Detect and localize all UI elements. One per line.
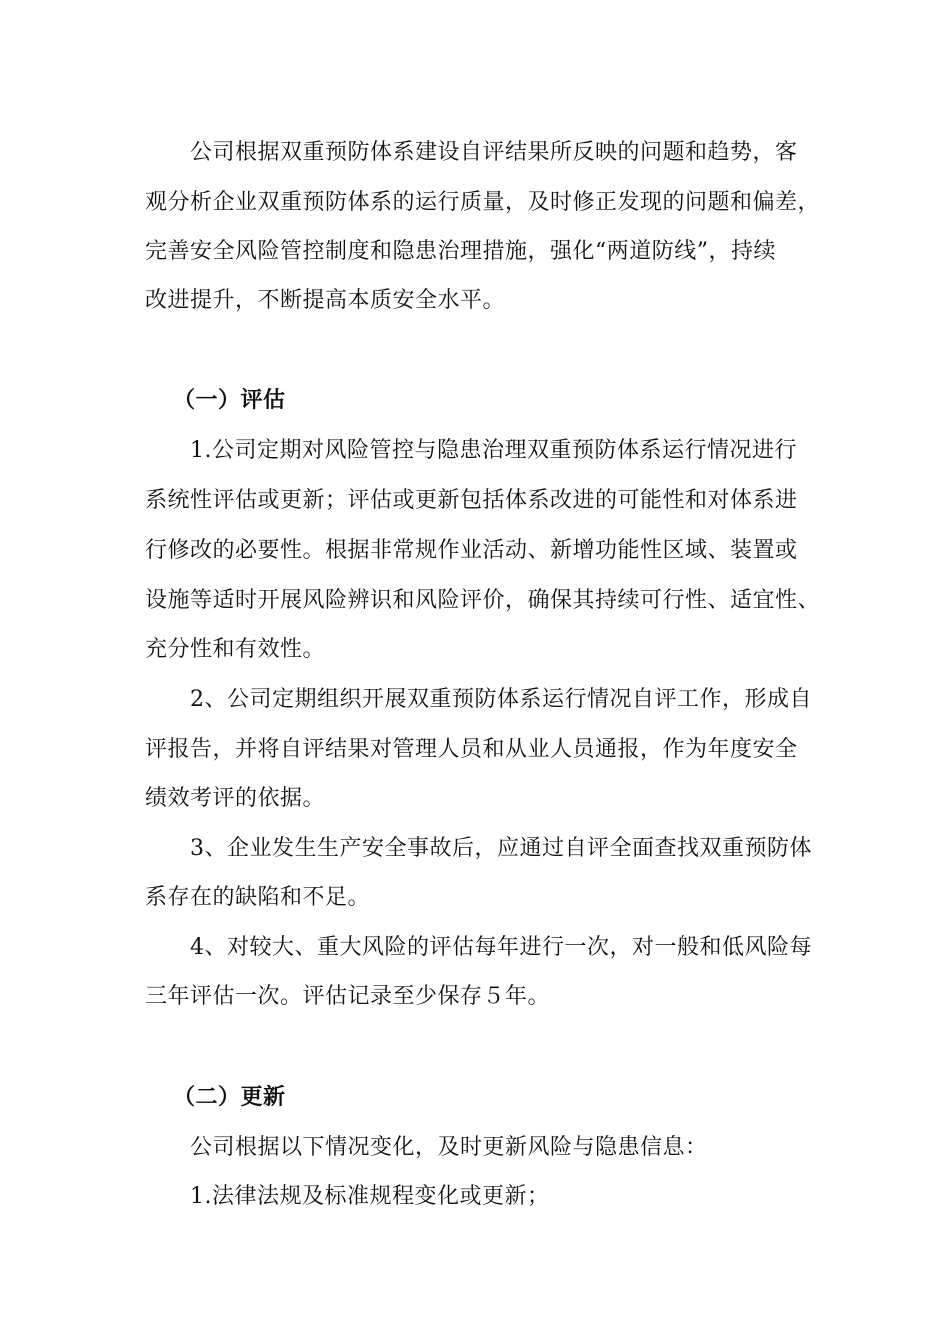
paragraph-line: 完善安全风险管控制度和隐患治理措施，强化“两道防线”，持续 [145, 239, 776, 264]
item-line: 1.法律法规及标准规程变化或更新； [190, 1184, 550, 1209]
item-line: 行修改的必要性。根据非常规作业活动、新增功能性区域、装置或 [145, 538, 798, 563]
paragraph-line: 观分析企业双重预防体系的运行质量，及时修正发现的问题和偏差， [145, 190, 821, 215]
item-line: 评报告，并将自评结果对管理人员和从业人员通报，作为年度安全 [145, 737, 798, 762]
item-line: 系统性评估或更新；评估或更新包括体系改进的可能性和对体系进 [145, 488, 798, 513]
paragraph-line: 公司根据双重预防体系建设自评结果所反映的问题和趋势，客 [190, 140, 798, 165]
item-line: 4、对较大、重大风险的评估每年进行一次，对一般和低风险每 [190, 935, 812, 960]
item-line: 3、企业发生生产安全事故后，应通过自评全面查找双重预防体 [190, 836, 812, 861]
section-heading-evaluation: （一）评估 [173, 387, 286, 413]
paragraph-line: 改进提升，不断提高本质安全水平。 [145, 288, 506, 313]
section-intro: 公司根据以下情况变化，及时更新风险与隐患信息： [190, 1135, 708, 1160]
item-line: 1.公司定期对风险管控与隐患治理双重预防体系运行情况进行 [190, 438, 797, 463]
item-line: 绩效考评的依据。 [145, 786, 326, 811]
item-line: 系存在的缺陷和不足。 [145, 885, 371, 910]
item-line: 三年评估一次。评估记录至少保存５年。 [145, 984, 551, 1009]
item-line: 2、公司定期组织开展双重预防体系运行情况自评工作，形成自 [190, 687, 812, 712]
item-line: 设施等适时开展风险辨识和风险评价，确保其持续可行性、适宜性、 [145, 588, 821, 613]
item-line: 充分性和有效性。 [145, 637, 326, 662]
section-heading-update: （二）更新 [173, 1084, 286, 1110]
